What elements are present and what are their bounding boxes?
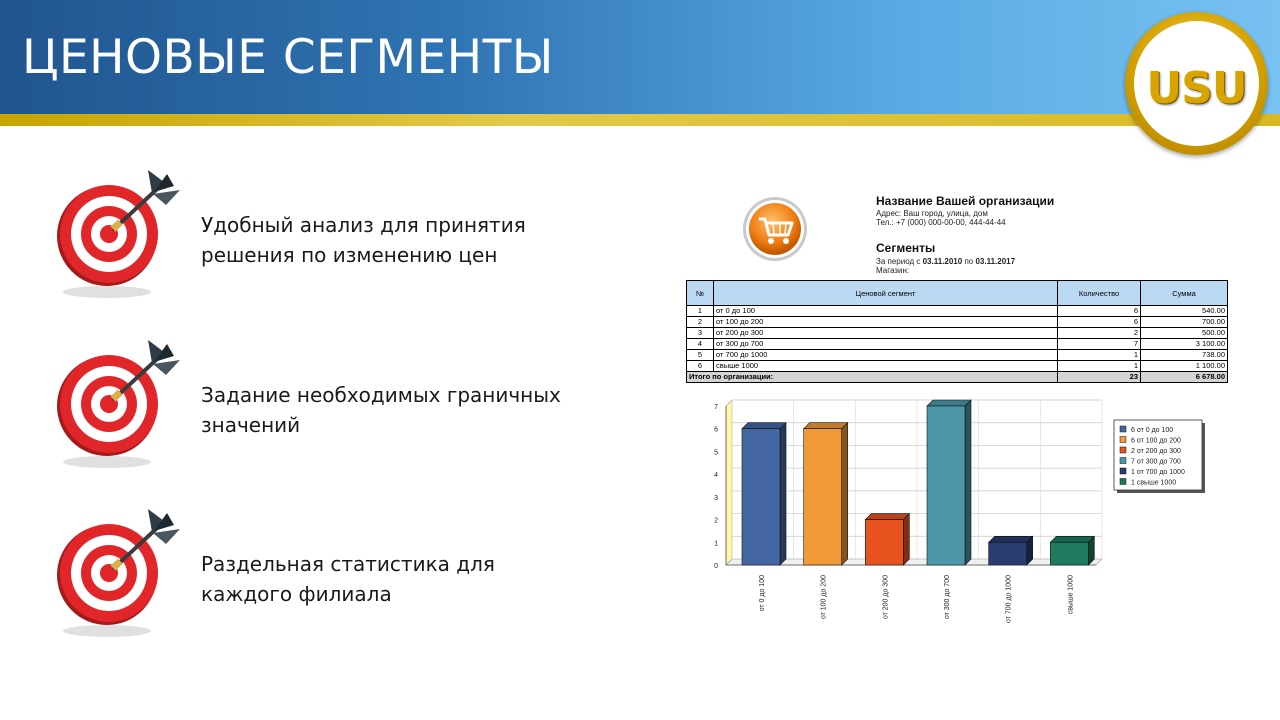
bar (989, 542, 1027, 565)
table-header-row (687, 281, 1228, 306)
column-header: Количество (1058, 281, 1141, 306)
x-tick-label: от 0 до 100 (759, 575, 766, 612)
legend-entry: 1 свыше 1000 (1131, 479, 1177, 487)
org-phone: Тел.: +7 (000) 000-00-00, 444-44-44 (876, 218, 1006, 227)
table-row: 5 от 700 до 1000 1 738.00 (687, 350, 1228, 361)
org-address: Адрес: Ваш город, улица, дом (876, 209, 988, 218)
legend-entry: 2 от 200 до 300 (1131, 448, 1181, 455)
legend-entry: 7 от 300 до 700 (1131, 458, 1181, 466)
legend-entry: 6 от 100 до 200 (1131, 437, 1181, 445)
bar-top (865, 514, 909, 520)
column-header: Сумма (1141, 281, 1228, 306)
table-row: 3 от 200 до 300 2 500.00 (687, 328, 1228, 339)
feature-text: Задание необходимых граничных значений (201, 383, 561, 437)
segments-report (686, 185, 1231, 645)
bar-top (1050, 536, 1094, 542)
y-tick-label: 6 (714, 426, 718, 434)
feature-text: Раздельная статистика для каждого филиала (201, 552, 495, 606)
bar-side (903, 514, 909, 565)
bar-top (742, 423, 786, 429)
bar (865, 520, 903, 565)
legend-swatch (1120, 468, 1126, 474)
bar-side (780, 423, 786, 565)
bar (742, 429, 780, 565)
page-title: ЦЕНОВЫЕ СЕГМЕНТЫ (22, 30, 554, 85)
legend-entry: 6 от 0 до 100 (1131, 427, 1174, 434)
logo-text: USU (1146, 63, 1247, 114)
x-tick-label: от 100 до 200 (820, 575, 828, 620)
table-row: 2 от 100 до 200 6 700.00 (687, 317, 1228, 328)
bar (1050, 542, 1088, 565)
table-row: 1 от 0 до 100 6 540.00 (687, 306, 1228, 317)
x-tick-label: от 200 до 300 (882, 575, 890, 620)
segments-chart (686, 397, 1231, 647)
legend-swatch (1120, 479, 1126, 485)
header-gold-stripe (0, 114, 1280, 126)
bar-side (965, 400, 971, 565)
usu-logo (1125, 12, 1268, 155)
legend-swatch (1120, 458, 1126, 464)
chart-side-wall (726, 400, 732, 565)
bar-chart-svg (686, 397, 1231, 647)
legend-entry: 1 от 700 до 1000 (1131, 469, 1185, 476)
report-period: За период с 03.11.2010 по 03.11.2017 (876, 257, 1016, 266)
bar-top (989, 536, 1033, 542)
legend-swatch (1120, 426, 1126, 432)
feature-text: Удобный анализ для принятия решения по изменению цен (201, 213, 526, 267)
shopping-cart-icon (741, 195, 809, 263)
x-tick-label: от 300 до 700 (944, 575, 951, 620)
legend-swatch (1120, 437, 1126, 443)
bar (927, 406, 965, 565)
bar (804, 429, 842, 565)
y-tick-label: 0 (714, 563, 718, 570)
report-title: Сегменты (876, 241, 936, 255)
feature-item (52, 334, 561, 484)
bar-side (842, 423, 848, 565)
feature-item (52, 164, 552, 314)
bar-top (927, 400, 971, 406)
org-name: Название Вашей организации (876, 194, 1055, 208)
y-tick-label: 2 (714, 517, 718, 525)
y-tick-label: 3 (714, 494, 718, 502)
segments-table (686, 280, 1228, 383)
y-tick-label: 4 (714, 472, 718, 480)
y-tick-label: 5 (714, 449, 718, 457)
store-label: Магазин: (876, 266, 910, 275)
feature-item (52, 503, 552, 653)
legend-swatch (1120, 447, 1126, 453)
column-header: Ценовой сегмент (714, 281, 1058, 306)
y-tick-label: 7 (714, 404, 718, 411)
y-tick-label: 1 (714, 540, 718, 548)
target-dart-icon (52, 503, 192, 643)
table-total-row: Итого по организации: 23 6 678.00 (687, 372, 1228, 383)
column-header: № (687, 281, 714, 306)
table-row: 6 свыше 1000 1 1 100.00 (687, 361, 1228, 372)
table-row: 4 от 300 до 700 7 3 100.00 (687, 339, 1228, 350)
x-tick-label: от 700 до 1000 (1005, 575, 1013, 624)
target-dart-icon (52, 164, 192, 304)
target-dart-icon (52, 334, 192, 474)
x-tick-label: свыше 1000 (1067, 575, 1075, 615)
bar-top (804, 423, 848, 429)
